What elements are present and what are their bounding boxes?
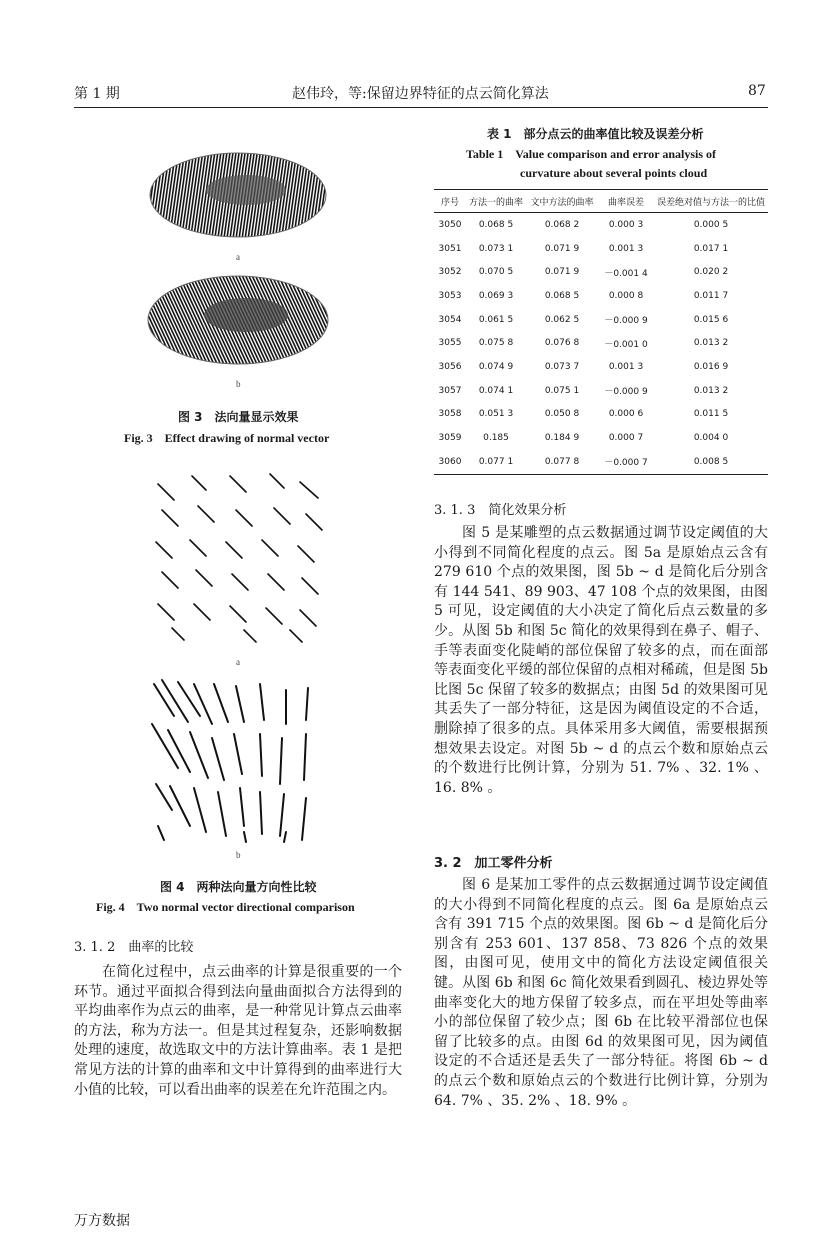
- table-cell: 3053: [438, 290, 462, 301]
- fig3a-normal-cloud: [148, 148, 328, 242]
- fig4-sub-a: a: [236, 657, 240, 667]
- table-row: [434, 331, 768, 355]
- table-cell: 0.071 9: [544, 267, 580, 278]
- table-cell: 0.020 2: [693, 267, 729, 278]
- table-cell: 0.001 3: [608, 243, 644, 254]
- table-cell: 0.070 5: [478, 267, 514, 278]
- table-cell: 0.076 8: [544, 338, 580, 349]
- table-row: [434, 403, 768, 427]
- fig3b-normal-cloud: [146, 270, 331, 370]
- table-cell: 0.073 7: [544, 361, 580, 372]
- para-3-1-2: [74, 963, 402, 1100]
- table-cell: 0.013 2: [693, 385, 729, 396]
- para-3-1-3: [434, 524, 768, 798]
- table-cell: 0.000 3: [608, 219, 644, 230]
- table-row: [434, 379, 768, 403]
- table-cell: 0.071 9: [544, 243, 580, 254]
- table-row: [434, 284, 768, 308]
- fig4a-normal-vectors: [150, 470, 330, 650]
- section-3-1-3: 3. 1. 3 简化效果分析: [434, 503, 567, 518]
- running-title: 赵伟玲，等:保留边界特征的点云简化算法: [292, 86, 549, 102]
- table-cell: 3057: [438, 385, 462, 396]
- table1-header: 文中方法的曲率: [530, 197, 594, 208]
- table-cell: 3051: [438, 243, 462, 254]
- section-3-2: 3. 2 加工零件分析: [434, 856, 553, 871]
- table-cell: 3050: [438, 219, 462, 230]
- section-3-1-2: 3. 1. 2 曲率的比较: [74, 940, 194, 955]
- table-cell: 3055: [438, 338, 462, 349]
- para-3-2-text: 图 6 是某加工零件的点云数据通过调节设定阈值的大小得到不同简化程度的点云。图 6a 是原始点云含有 391 715 个点的效果图。图 6b ~ d 是简化后分别含有 253 601、137 858、73 826 个点的效果图，由图可见，使用文中的简化方法设定阈值很关键。从图 6b 和图 6c 简化效果看到圆孔、棱边界处等曲率变化大的地方保留了较多点，而在平坦处等曲率小的部位保留了较少点；图 6b 在比较平滑部位也保留了比较多的点。由图 6d 的效果图可见，因为阈值设定的不合适还是丢失了一部分特征。将图 6b ~ d 的点云个数和原始点云的个数进行比例计算，分别为 64. 7% 、35. 2% 、18. 9% 。: [434, 877, 768, 1109]
- table-cell: 0.074 9: [478, 361, 514, 372]
- header-rule: [74, 107, 768, 108]
- para-3-2: [434, 876, 768, 1111]
- table-cell: 0.008 5: [693, 456, 729, 467]
- table-cell: －0.000 7: [604, 458, 648, 469]
- table1: [434, 190, 768, 475]
- table-cell: 0.074 1: [478, 385, 514, 396]
- table-cell: 0.000 5: [693, 219, 729, 230]
- table-cell: 0.016 9: [693, 361, 729, 372]
- table-cell: 0.001 3: [608, 361, 644, 372]
- footer-source: 万方数据: [74, 1213, 130, 1229]
- para-3-1-3-text: 图 5 是某雕塑的点云数据通过调节设定阈值的大小得到不同简化程度的点云。图 5a 是原始点云含有 279 610 个点的效果图，图 5b ~ d 是简化后分别含有 144 541、89 903、47 108 个点的效果图，由图 5 可见，设定阈值的大小决定了简化后点云数量的多少。从图 5b 和图 5c 简化的效果得到在鼻子、帽子、手等表面变化陡峭的部位保留了较多的点，而在面部等表面变化平缓的部位保留的点相对稀疏，但是图 5b 比图 5c 保留了较多的数据点；由图 5d 的效果图可见其丢失了一部分特征，这是因为阈值设定的不合适，删除掉了很多的点。具体采用多大阈值，需要根据预想效果去设定。对图 5b ~ d 的点云个数和原始点云的个数进行比例计算，分别为 51. 7% 、32. 1% 、16. 8% 。: [434, 525, 768, 796]
- table-cell: －0.001 4: [604, 268, 648, 279]
- table-cell: 0.075 8: [478, 338, 514, 349]
- table-cell: －0.000 9: [604, 316, 648, 327]
- issue-label: 第 1 期: [74, 86, 120, 102]
- table1-title-cn: 表 1 部分点云的曲率值比较及误差分析: [487, 127, 704, 141]
- fig3-sub-a: a: [236, 252, 240, 262]
- table-cell: 3059: [438, 433, 462, 444]
- table-cell: 0.011 7: [693, 290, 729, 301]
- table-cell: 0.000 8: [608, 290, 644, 301]
- table-cell: 0.013 2: [693, 338, 729, 349]
- fig4b-normal-vectors: [148, 676, 328, 846]
- table-cell: 0.069 3: [478, 290, 514, 301]
- table-row: [434, 260, 768, 284]
- table-row: [434, 213, 768, 237]
- table-row: [434, 426, 768, 450]
- fig3-sub-b: b: [236, 379, 241, 389]
- table-cell: 0.051 3: [478, 409, 514, 420]
- table-cell: 0.061 5: [478, 314, 514, 325]
- table-cell: 3058: [438, 409, 462, 420]
- table-cell: 0.000 7: [608, 433, 644, 444]
- fig4-caption-cn: 图 4 两种法向量方向性比较: [160, 880, 317, 894]
- table-cell: 0.077 8: [544, 456, 580, 467]
- fig4-sub-b: b: [236, 850, 241, 860]
- table-cell: 0.062 5: [544, 314, 580, 325]
- page-number: 87: [748, 83, 766, 99]
- table-cell: 0.050 8: [544, 409, 580, 420]
- table-cell: 0.184 9: [544, 433, 580, 444]
- table-cell: 0.017 1: [693, 243, 729, 254]
- table-cell: 3052: [438, 267, 462, 278]
- table1-header: 方法一的曲率: [468, 197, 523, 208]
- table1-header: 序号: [440, 197, 459, 208]
- table-cell: －0.000 9: [604, 387, 648, 398]
- table1-header: 误差绝对值与方法一的比值: [656, 197, 765, 208]
- para-3-1-2-text: 在简化过程中，点云曲率的计算是很重要的一个环节。通过平面拟合得到法向量曲面拟合方法得到的平均曲率作为点云的曲率，是一种常见计算点云曲率的方法，称为方法一。但是其过程复杂，还影响数据处理的速度，故选取文中的方法计算曲率。表 1 是把常见方法的计算的曲率和文中计算得到的曲率进行大小值的比较，可以看出曲率的误差在允许范围之内。: [74, 964, 402, 1098]
- fig3-caption-cn: 图 3 法向量显示效果: [178, 410, 299, 424]
- table-cell: 0.068 2: [544, 219, 580, 230]
- table1-header: 曲率误差: [607, 197, 644, 208]
- table1-title-en-2: curvature about several points cloud: [520, 166, 708, 180]
- table-cell: 0.075 1: [544, 385, 580, 396]
- table-cell: 0.000 6: [608, 409, 644, 420]
- table-row: [434, 450, 768, 474]
- table1-title-en-1: Table 1 Value comparison and error analysis of: [466, 147, 717, 161]
- table-cell: 0.077 1: [478, 456, 514, 467]
- table-cell: 0.015 6: [693, 314, 729, 325]
- table-cell: 0.011 5: [693, 409, 729, 420]
- table-cell: 3060: [438, 456, 462, 467]
- fig3-caption-en: Fig. 3 Effect drawing of normal vector: [124, 431, 330, 445]
- table-cell: 0.004 0: [693, 433, 729, 444]
- table-cell: 3054: [438, 314, 462, 325]
- table-cell: 3056: [438, 361, 462, 372]
- table-cell: 0.073 1: [478, 243, 514, 254]
- table-cell: －0.001 0: [604, 339, 648, 350]
- fig4-caption-en: Fig. 4 Two normal vector directional comparison: [96, 900, 355, 914]
- table-cell: 0.068 5: [544, 290, 580, 301]
- table-row: [434, 308, 768, 332]
- table-row: [434, 237, 768, 261]
- table-cell: 0.068 5: [478, 219, 514, 230]
- table-cell: 0.185: [483, 433, 509, 444]
- table-row: [434, 355, 768, 379]
